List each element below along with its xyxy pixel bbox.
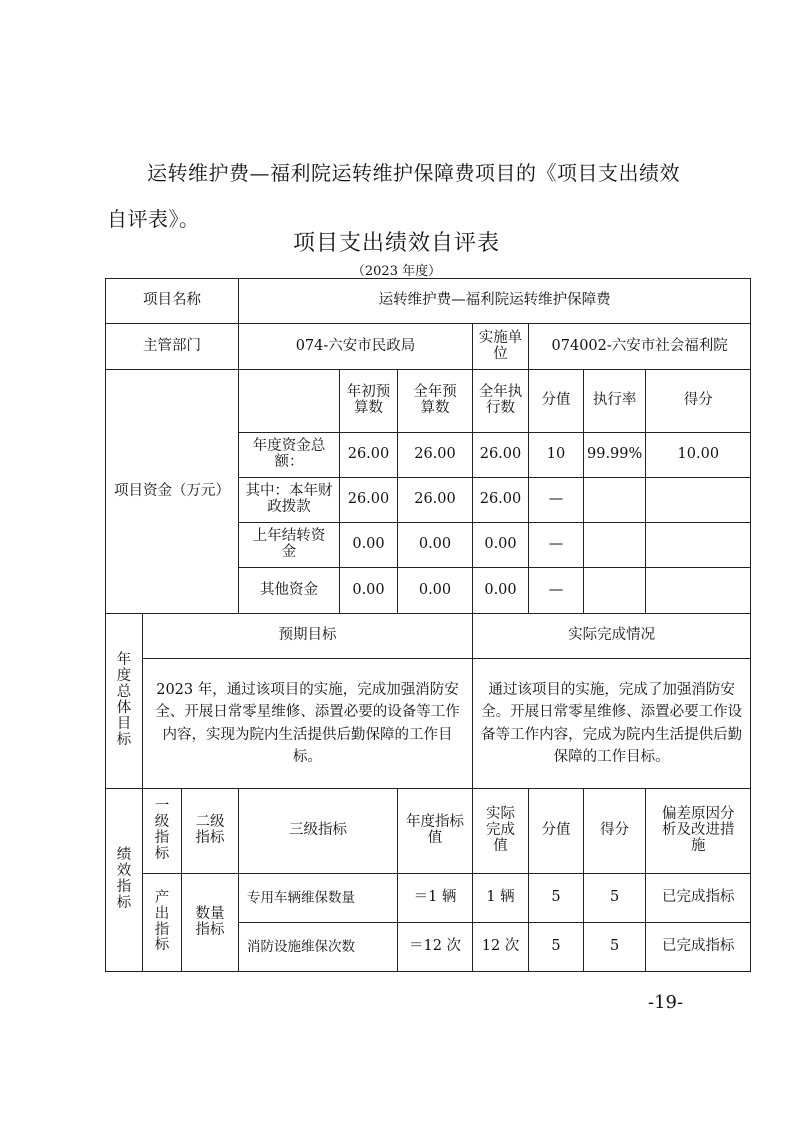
- indicators-header-row: [106, 789, 751, 874]
- indicator-row: [106, 874, 751, 923]
- goals-actual: 通过该项目的实施，完成了加强消防安全。开展日常零星维修、添置必要工作设备等工作内容，完成为院内生活提供后勤保障的工作目标。: [473, 659, 751, 789]
- funds-executed: 0.00: [473, 523, 529, 568]
- goals-content-row: [106, 659, 751, 789]
- funds-header-row: [106, 370, 751, 433]
- goals-expected-header: 预期目标: [143, 614, 473, 659]
- indicator-target: ＝1 辆: [398, 874, 473, 923]
- indicator-name: 专用车辆维保数量: [239, 874, 398, 923]
- indicator-score: 5: [584, 923, 646, 972]
- dept-label: 主管部门: [106, 324, 239, 370]
- table-year: （2023 年度）: [351, 264, 442, 279]
- funds-header-annual: 全年预算数: [398, 370, 473, 433]
- funds-score: 10.00: [646, 433, 751, 478]
- indicator-score-value: 5: [529, 874, 584, 923]
- funds-row-label: 其他资金: [239, 568, 340, 614]
- indicator-score-value: 5: [529, 923, 584, 972]
- funds-rate: [584, 523, 646, 568]
- indicator-name: 消防设施维保次数: [239, 923, 398, 972]
- funds-score: [646, 478, 751, 523]
- dept-value: 074-六安市民政局: [239, 324, 473, 370]
- funds-initial: 26.00: [340, 433, 398, 478]
- project-name-label: 项目名称: [106, 279, 239, 324]
- funds-executed: 26.00: [473, 478, 529, 523]
- intro-line-1: 运转维护费—福利院运转维护保障费项目的《项目支出绩效: [147, 161, 680, 185]
- impl-unit-value: 074002-六安市社会福利院: [529, 324, 751, 370]
- funds-rate: [584, 568, 646, 614]
- indicator-actual: 12 次: [473, 923, 529, 972]
- intro-line-2: 自评表》。: [107, 207, 200, 231]
- funds-rate: [584, 478, 646, 523]
- funds-header-initial: 年初预算数: [340, 370, 398, 433]
- department-row: [106, 324, 751, 370]
- funds-blank-cell: [239, 370, 340, 433]
- table-title: 项目支出绩效自评表: [292, 231, 500, 256]
- performance-table: [105, 278, 751, 972]
- funds-header-executed: 全年执行数: [473, 370, 529, 433]
- project-name-value: 运转维护费—福利院运转维护保障费: [239, 279, 751, 324]
- funds-score-value: —: [529, 523, 584, 568]
- impl-unit-label: 实施单位: [473, 324, 529, 370]
- funds-row-label: 上年结转资金: [239, 523, 340, 568]
- indicator-target: ＝12 次: [398, 923, 473, 972]
- indicator-actual: 1 辆: [473, 874, 529, 923]
- funds-header-score-value: 分值: [529, 370, 584, 433]
- funds-annual: 26.00: [398, 433, 473, 478]
- funds-initial: 0.00: [340, 523, 398, 568]
- funds-score-value: —: [529, 568, 584, 614]
- indicators-header-level2: 二级指标: [182, 789, 239, 874]
- goals-header-row: [106, 614, 751, 659]
- indicator-level2: 数量指标: [182, 874, 239, 972]
- page-number: -19-: [648, 992, 684, 1013]
- funds-executed: 0.00: [473, 568, 529, 614]
- funds-score-value: 10: [529, 433, 584, 478]
- goals-label: 年度总体目标: [106, 614, 143, 789]
- funds-header-rate: 执行率: [584, 370, 646, 433]
- indicator-score: 5: [584, 874, 646, 923]
- funds-row-label: 年度资金总额：: [239, 433, 340, 478]
- indicators-header-actual: 实际完成值: [473, 789, 529, 874]
- indicator-note: 已完成指标: [646, 923, 751, 972]
- funds-annual: 0.00: [398, 568, 473, 614]
- indicators-header-deviation: 偏差原因分析及改进措施: [646, 789, 751, 874]
- funds-score: [646, 523, 751, 568]
- funds-annual: 0.00: [398, 523, 473, 568]
- funds-score: [646, 568, 751, 614]
- funds-rate: 99.99%: [584, 433, 646, 478]
- indicators-header-score-value: 分值: [529, 789, 584, 874]
- goals-actual-header: 实际完成情况: [473, 614, 751, 659]
- indicators-header-level3: 三级指标: [239, 789, 398, 874]
- funds-label: 项目资金（万元）: [106, 370, 239, 614]
- funds-initial: 26.00: [340, 478, 398, 523]
- goals-expected: 2023 年，通过该项目的实施，完成加强消防安全、开展日常零星维修、添置必要的设备等工作内容，实现为院内生活提供后勤保障的工作目标。: [143, 659, 473, 789]
- funds-executed: 26.00: [473, 433, 529, 478]
- indicator-level1: 产出指标: [143, 874, 182, 972]
- funds-initial: 0.00: [340, 568, 398, 614]
- funds-header-score: 得分: [646, 370, 751, 433]
- project-name-row: [106, 279, 751, 324]
- indicators-header-score: 得分: [584, 789, 646, 874]
- indicators-header-target: 年度指标值: [398, 789, 473, 874]
- funds-annual: 26.00: [398, 478, 473, 523]
- funds-score-value: —: [529, 478, 584, 523]
- indicator-note: 已完成指标: [646, 874, 751, 923]
- indicators-label: 绩效指标: [106, 789, 143, 972]
- indicators-header-level1: 一级指标: [143, 789, 182, 874]
- funds-row-label: 其中：本年财政拨款: [239, 478, 340, 523]
